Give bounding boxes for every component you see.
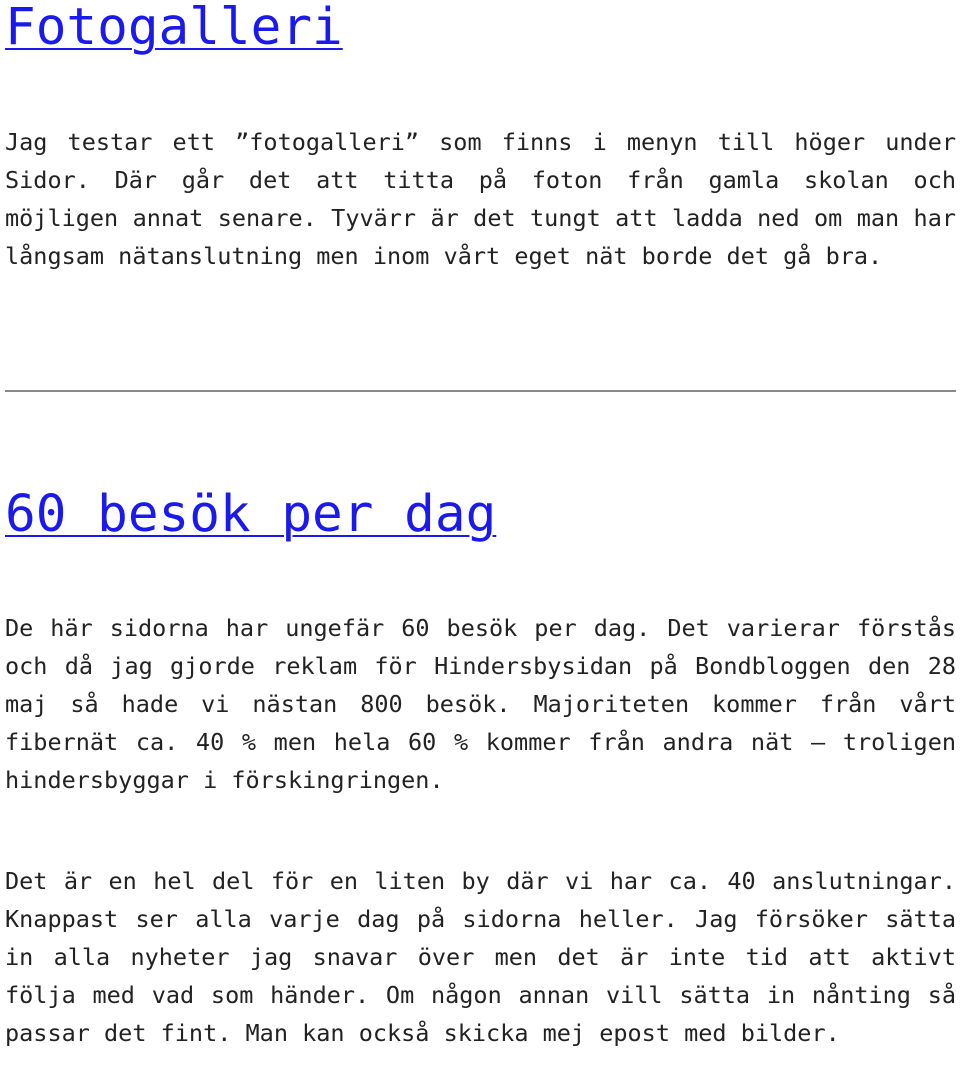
post-divider bbox=[5, 390, 956, 392]
post-title-link[interactable]: Fotogalleri bbox=[5, 0, 343, 57]
post-paragraph: De här sidorna har ungefär 60 besök per dag. Det varierar förstås och då jag gjorde reklam för Hindersbysidan på Bondbloggen den 28 maj så hade vi nästan 800 besök. Majoriteten kommer från vårt fibernät ca. 40 % men hela 60 % kommer från andra nät – troligen hindersbyggar i förskingringen. bbox=[5, 614, 956, 794]
post-paragraph: Det är en hel del för en liten by där vi har ca. 40 anslutningar. Knappast ser alla varje dag på sidorna heller. Jag försöker sätta in alla nyheter jag snavar över men det är inte tid att aktivt följa med vad som händer. Om någon annan vill sätta in nånting så passar det fint. Man kan också skicka mej epost med bilder. bbox=[5, 867, 956, 1047]
post-paragraph: Jag testar ett ”fotogalleri” som finns i menyn till höger under Sidor. Där går det att titta på foton från gamla skolan och möjligen annat senare. Tyvärr är det tungt att ladda ned om man har långsam nätanslutning men inom vårt eget nät borde det gå bra. bbox=[5, 128, 956, 270]
post-title bbox=[5, 484, 496, 546]
post-title bbox=[5, 0, 343, 56]
post-title-link[interactable]: 60 besök per dag bbox=[5, 485, 497, 544]
